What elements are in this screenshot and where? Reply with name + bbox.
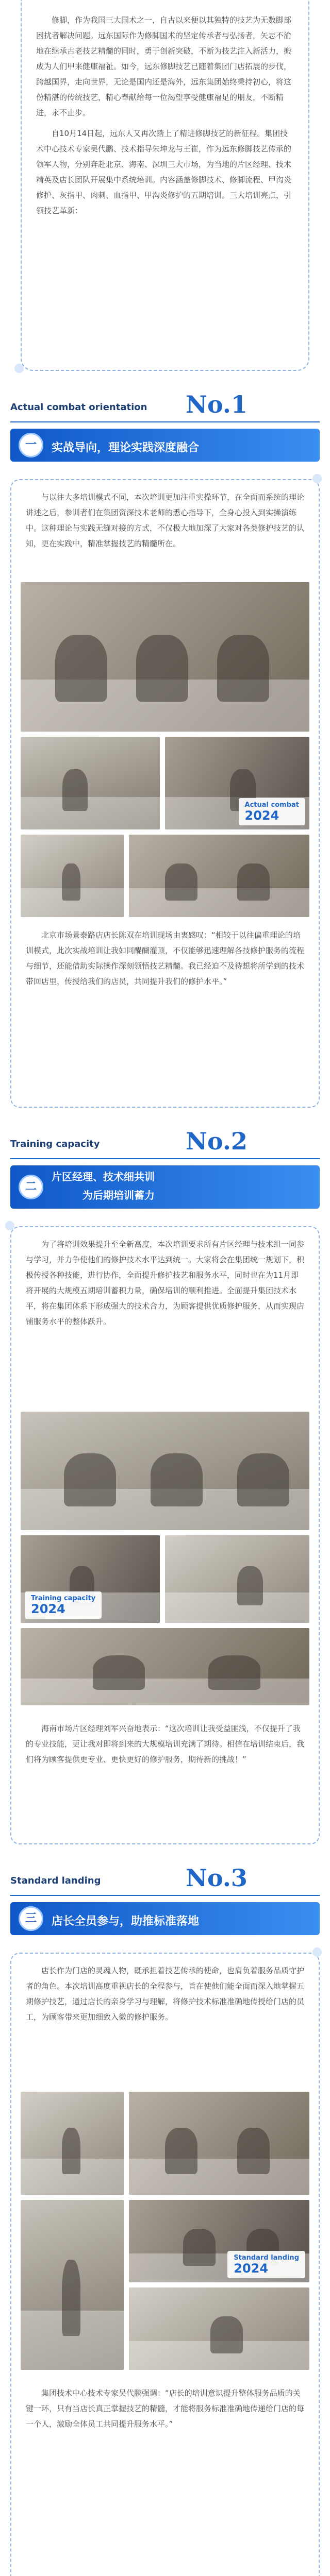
section-2-number-badge: 二 [19, 1175, 43, 1199]
section-1-english-label: Actual combat orientation [10, 402, 147, 413]
intro-paragraph-1: 修脚，作为我国三大国术之一，自古以来便以其独特的技艺为无数脚部困扰者解决问题。远东国际作为修脚国术的坚定传承者与弘扬者，矢志不渝地在继承古老技艺精髓的同时，勇于创新突破，不断为技艺注入新活力，搬成为人们甲来健康福祉。如今，远东修脚技艺已随着集团门店拓展的步伐，跨越国界，走向世界，无论是国内还是海外，远东集团始终秉持初心，将这份精湛的传统技艺，精心奉献给每一位渴望享受健康福足的朋友，不断精进，永不止步。 [36, 15, 292, 117]
section-1-header [0, 381, 330, 469]
decor-dot [312, 1947, 322, 1957]
badge-english-label: Training capacity [31, 1595, 96, 1602]
training-photo [165, 1535, 309, 1623]
badge-english-label: Standard landing [234, 2254, 299, 2262]
divider [10, 421, 320, 422]
divider [10, 1158, 320, 1159]
section-1-title: 实战导向，理论实践深度融合 [52, 442, 200, 454]
section-3-english-label: Standard landing [10, 1875, 101, 1886]
training-photo [21, 2200, 124, 2370]
training-photo [21, 1412, 309, 1530]
section-1-paragraph-1: 与以往大多培训模式不同，本次培训更加注重实操环节，在全面而系统的理论讲述之后，参训者们在集团资深技术老师的悉心指导下，全身心投入到实操演练中。这种理论与实践无缝对接的方式，不仅极大地加深了大家对各类修护技艺的认知，更在实践中，精准掌握技艺的精髓所在。 [26, 493, 305, 548]
decor-dot [312, 474, 322, 483]
section-2 [0, 1118, 330, 1206]
section-2-header [0, 1118, 330, 1206]
decor-dot [5, 1221, 14, 1230]
badge-year: 2024 [234, 2261, 269, 2276]
training-photo [21, 1628, 309, 1705]
section-3-header [0, 1855, 330, 1942]
section-1 [0, 381, 330, 469]
section-2-english-label: Training capacity [10, 1139, 100, 1149]
section-3-number-badge: 三 [19, 1906, 43, 1931]
training-photo [21, 2092, 124, 2195]
training-photo [21, 737, 160, 829]
section-3-number-label: No.3 [186, 1864, 248, 1892]
section-3 [0, 1855, 330, 1942]
section-1-number-badge: 一 [19, 433, 43, 457]
badge-english-label: Actual combat [244, 801, 299, 809]
training-photo [129, 2287, 309, 2370]
badge-year: 2024 [244, 808, 279, 823]
section-1-paragraph-2: 北京市场景泰路店店长陈双在培训现场由衷感叹：“相较于以往偏重理论的培训模式，此次实战培训让我如同醍醐灌顶，不仅能够迅速理解各技修护服务的流程与细节，还能借助实际操作深刻领悟技艺精髓。我已经迫不及待想将所学到的技术带回店里，传授给我们的店员，共同提升我们的修护水平。” [26, 930, 305, 986]
training-photo [21, 835, 124, 917]
section-2-number-label: No.2 [186, 1127, 248, 1155]
training-photo [165, 737, 309, 829]
training-photo [129, 835, 309, 917]
section-2-title-line-1: 片区经理、技术细共训 [52, 1171, 155, 1183]
section-1-number-label: No.1 [186, 391, 248, 418]
section-1-photo-badge [239, 798, 305, 825]
section-3-paragraph-1: 店长作为门店的灵魂人物，既承担着技艺传承的使命，也肩负着服务品质守护者的角色。本次培训高度重视店长的全程参与，旨在使他们能全面而深入地掌握五期修护技艺，通过店长的亲身学习与理解，将修护技术标准准确地传授给门店的员工，为顾客带来更加细致入微的修护服务。 [26, 1966, 305, 2022]
badge-year: 2024 [31, 1602, 65, 1616]
decor-dot [14, 364, 24, 373]
section-2-title-line-2: 为后期培训蓄力 [82, 1189, 155, 1201]
section-3-paragraph-2: 集团技术中心技术专家吴代鹏强调：“店长的培训意识提升整体服务品质的关键一环，只有当店长真正掌握技艺的精髓，才能将服务标准准确地传递给门店的每一个人，激励全体员工共同提升服务水平。” [26, 2388, 305, 2429]
section-2-paragraph-2: 海南市场片区经理刘军兴奋地表示：“这次培训让我受益匪浅，不仅提升了我的专业技能，更让我对即将到来的大规模培训充满了期待。相信在培训结束后，我们将为顾客提供更专业、更快更好的修护服务，期待新的挑战！” [26, 1724, 305, 1764]
divider [10, 1895, 320, 1896]
section-2-paragraph-1: 为了将培训效果提升至全新高度，本次培训要求所有片区经理与技术组一同参与学习，并力争使他们的修护技术水平达到统一。大家将会在集团统一规划下，积极传授各种技能，进行协作，全面提升修护技艺和服务水平，同时也在为11月即将开展的大规模五期培训蓄积力量，确保培训的顺利推进。全面提升集团技术水平，将在集团体系下形成强大的技术合力，为顾客提供优质修护服务，从而实现店铺服务水平的整体跃升。 [26, 1240, 305, 1326]
training-photo [129, 2200, 309, 2282]
section-2-photo-badge [25, 1591, 102, 1619]
training-photo [129, 2092, 309, 2195]
training-photo [21, 1535, 160, 1623]
section-3-photo-badge [227, 2251, 305, 2278]
intro-frame [21, 0, 309, 371]
training-photo [21, 582, 309, 732]
intro-paragraph-2: 自10月14日起，远东人又再次踏上了精进修脚技艺的新征程。集团技术中心技术专家吴代鹏、技术指导朱坤龙与王崔，作为远东修脚技艺传承的领军人物，分别奔赴北京、海南、深圳三大市场，为当地的片区经理、技术精英及店长团队开展集中系统培训。内容涵盖修脚技术、修脚流程、甲沟炎修护、灰指甲、肉刺、血指甲、甲沟炎修护的五期培训。三大培训亮点，引领技艺革新： [36, 129, 292, 215]
section-3-title: 店长全员参与，助推标准落地 [52, 1915, 200, 1928]
